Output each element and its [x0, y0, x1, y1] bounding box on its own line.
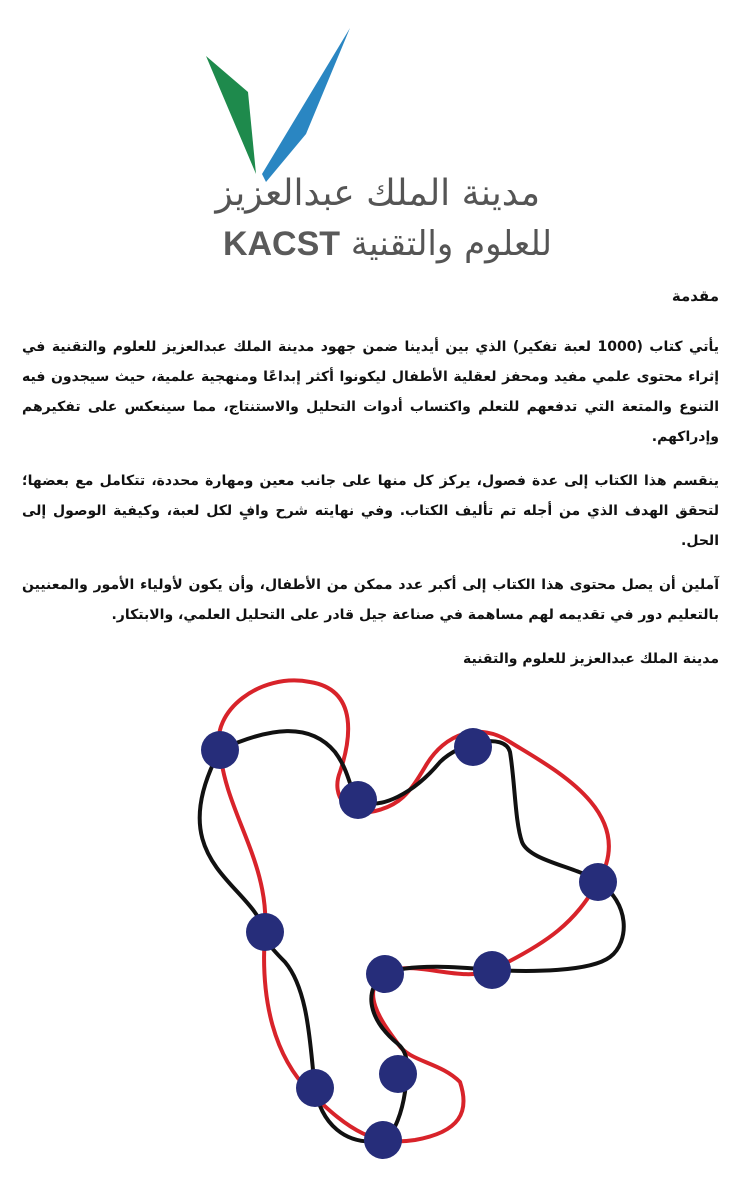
paragraph-3: آملين أن يصل محتوى هذا الكتاب إلى أكبر عدد ممكن من الأطفال، وأن يكون لأولياء الأمور والمعنيين بالتعليم دور في تقديمه لهم مساهمة في صناعة جيل قادر على التحليل العلمي، والابتكار.: [22, 577, 719, 623]
puzzle-node: [579, 863, 617, 901]
puzzle-node: [473, 951, 511, 989]
logo-subtitle-ar: للعلوم والتقنية: [350, 224, 552, 264]
signature: مدينة الملك عبدالعزيز للعلوم والتقنية: [463, 651, 719, 667]
puzzle-node: [454, 728, 492, 766]
introduction-section: [22, 282, 719, 674]
logo-subtitle: [222, 224, 552, 264]
puzzle-node: [379, 1055, 417, 1093]
paragraph-1: يأتي كتاب (1000 لعبة تفكير) الذي بين أيدينا ضمن جهود مدينة الملك عبدالعزيز للعلوم والتقنية في إثراء محتوى علمي مفيد ومحفز لعقلية الأطفال ليكونوا أكثر إبداعًا ومنهجية علمية، حيث سيجدون فيه التنوع والمتعة التي تدفعهم للتعلم واكتساب أدوات التحليل والاستنتاج، مما سينعكس على تفكيرهم وإدراكهم.: [22, 339, 719, 445]
puzzle-node: [364, 1121, 402, 1159]
section-heading: مقدمة: [671, 287, 719, 305]
puzzle-node: [201, 731, 239, 769]
paragraph-2: ينقسم هذا الكتاب إلى عدة فصول، يركز كل منها على جانب معين ومهارة محددة، تتكامل مع بعضها؛ لتحقق الهدف الذي من أجله تم تأليف الكتاب. وفي نهايته شرح وافٍ لكل لعبة، وكيفية الوصول إلى الحل.: [22, 473, 719, 549]
kacst-logo: [200, 24, 560, 264]
logo-name-ar: مدينة الملك عبدالعزيز: [215, 173, 540, 214]
puzzle-node: [296, 1069, 334, 1107]
logo-acronym: KACST: [222, 225, 341, 263]
puzzle-svg: [170, 672, 630, 1172]
puzzle-illustration: [170, 672, 630, 1172]
puzzle-node: [246, 913, 284, 951]
logo-green-leaf: [206, 56, 256, 174]
puzzle-node: [339, 781, 377, 819]
logo-blue-leaf: [262, 28, 350, 182]
puzzle-node: [366, 955, 404, 993]
